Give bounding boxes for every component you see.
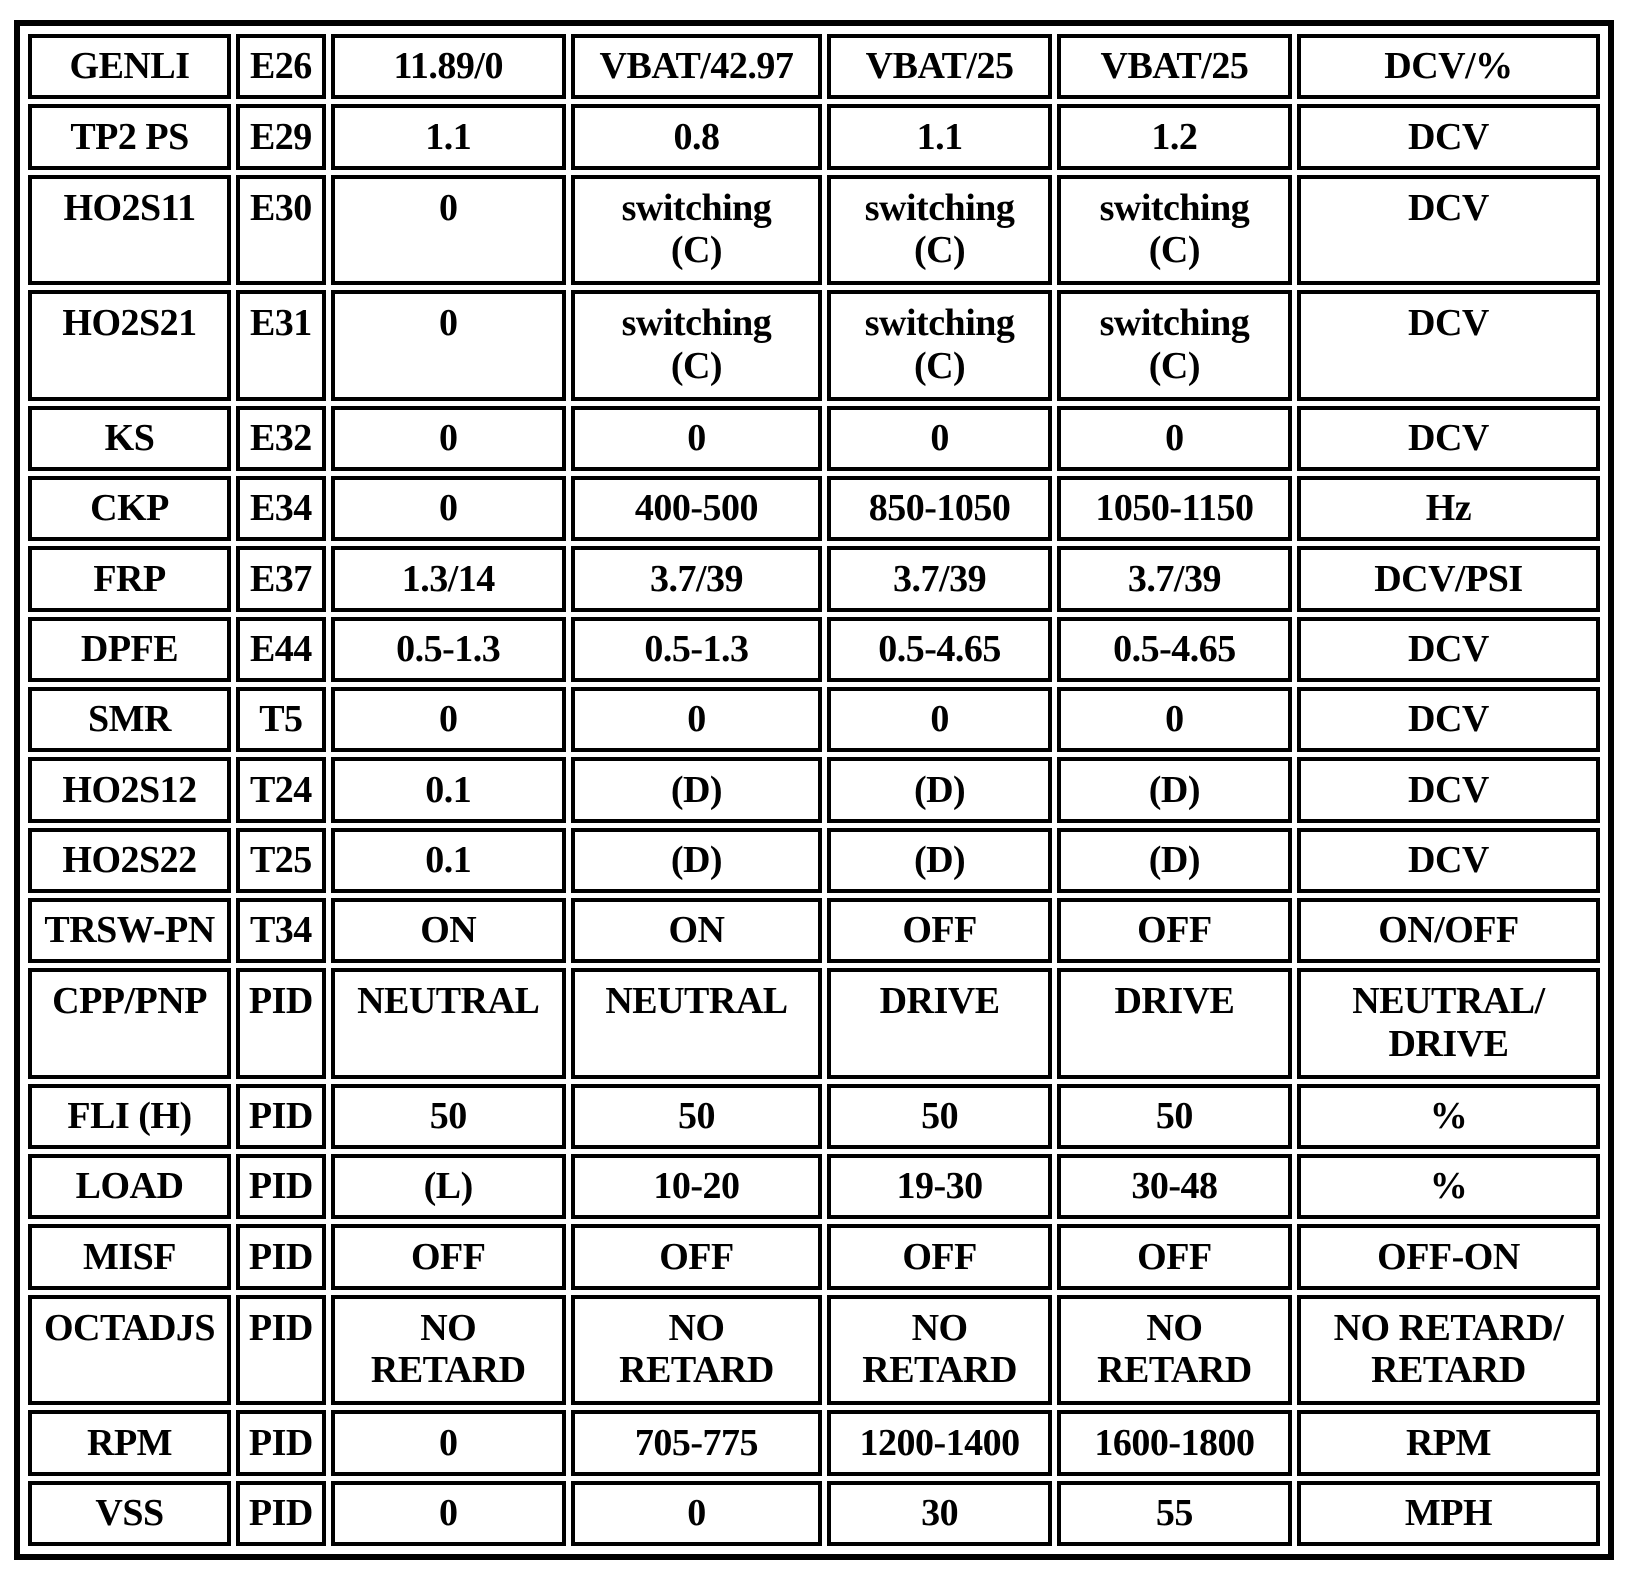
pin-cell: E26 <box>236 34 326 99</box>
pin-cell: E31 <box>236 290 326 401</box>
pin-cell: T24 <box>236 757 326 822</box>
table-row <box>28 757 1600 822</box>
units-cell: DCV <box>1297 104 1600 169</box>
diagnostic-values-table <box>23 29 1605 1551</box>
pin-cell: E34 <box>236 476 326 541</box>
signal-name-cell: VSS <box>28 1481 231 1546</box>
speed-30-cell: 1200-1400 <box>827 1410 1052 1475</box>
idle-cell: 400-500 <box>571 476 823 541</box>
signal-name-cell: FLI (H) <box>28 1084 231 1149</box>
signal-name-cell: HO2S21 <box>28 290 231 401</box>
signal-name-cell: LOAD <box>28 1154 231 1219</box>
signal-name-cell: DPFE <box>28 617 231 682</box>
idle-cell: (D) <box>571 828 823 893</box>
speed-55-cell: 0 <box>1057 406 1292 471</box>
units-cell: DCV/PSI <box>1297 546 1600 611</box>
speed-55-cell: 1050-1150 <box>1057 476 1292 541</box>
units-cell: DCV <box>1297 687 1600 752</box>
idle-cell: NEUTRAL <box>571 968 823 1079</box>
idle-cell: 0 <box>571 406 823 471</box>
speed-30-cell: switching (C) <box>827 290 1052 401</box>
idle-cell: 10-20 <box>571 1154 823 1219</box>
units-cell: MPH <box>1297 1481 1600 1546</box>
units-cell: DCV <box>1297 617 1600 682</box>
speed-30-cell: 0 <box>827 406 1052 471</box>
units-cell: % <box>1297 1084 1600 1149</box>
diagnostic-table-frame <box>14 20 1614 1560</box>
signal-name-cell: TRSW-PN <box>28 898 231 963</box>
key-on-engine-off-cell: 0.1 <box>331 757 566 822</box>
key-on-engine-off-cell: 50 <box>331 1084 566 1149</box>
speed-30-cell: 30 <box>827 1481 1052 1546</box>
speed-30-cell: 0 <box>827 687 1052 752</box>
speed-30-cell: 850-1050 <box>827 476 1052 541</box>
table-row <box>28 476 1600 541</box>
idle-cell: ON <box>571 898 823 963</box>
speed-55-cell: switching (C) <box>1057 175 1292 286</box>
signal-name-cell: CKP <box>28 476 231 541</box>
idle-cell: switching (C) <box>571 175 823 286</box>
speed-55-cell: switching (C) <box>1057 290 1292 401</box>
speed-55-cell: (D) <box>1057 757 1292 822</box>
idle-cell: 3.7/39 <box>571 546 823 611</box>
speed-55-cell: DRIVE <box>1057 968 1292 1079</box>
idle-cell: 705-775 <box>571 1410 823 1475</box>
idle-cell: OFF <box>571 1224 823 1289</box>
speed-55-cell: 1600-1800 <box>1057 1410 1292 1475</box>
key-on-engine-off-cell: NEUTRAL <box>331 968 566 1079</box>
speed-55-cell: 0.5-4.65 <box>1057 617 1292 682</box>
signal-name-cell: MISF <box>28 1224 231 1289</box>
speed-55-cell: 30-48 <box>1057 1154 1292 1219</box>
speed-30-cell: NO RETARD <box>827 1295 1052 1406</box>
signal-name-cell: CPP/PNP <box>28 968 231 1079</box>
idle-cell: 0 <box>571 1481 823 1546</box>
signal-name-cell: KS <box>28 406 231 471</box>
speed-55-cell: NO RETARD <box>1057 1295 1292 1406</box>
key-on-engine-off-cell: 0 <box>331 476 566 541</box>
table-row <box>28 175 1600 286</box>
speed-30-cell: (D) <box>827 828 1052 893</box>
signal-name-cell: HO2S22 <box>28 828 231 893</box>
speed-55-cell: OFF <box>1057 1224 1292 1289</box>
table-row <box>28 968 1600 1079</box>
table-row <box>28 1224 1600 1289</box>
speed-55-cell: (D) <box>1057 828 1292 893</box>
units-cell: OFF-ON <box>1297 1224 1600 1289</box>
key-on-engine-off-cell: 0 <box>331 175 566 286</box>
key-on-engine-off-cell: 0 <box>331 687 566 752</box>
table-row <box>28 1481 1600 1546</box>
idle-cell: 0 <box>571 687 823 752</box>
speed-30-cell: OFF <box>827 898 1052 963</box>
pin-cell: PID <box>236 968 326 1079</box>
idle-cell: NO RETARD <box>571 1295 823 1406</box>
pin-cell: PID <box>236 1224 326 1289</box>
key-on-engine-off-cell: 0.5-1.3 <box>331 617 566 682</box>
signal-name-cell: SMR <box>28 687 231 752</box>
speed-30-cell: switching (C) <box>827 175 1052 286</box>
table-row <box>28 1410 1600 1475</box>
key-on-engine-off-cell: 0.1 <box>331 828 566 893</box>
pin-cell: E37 <box>236 546 326 611</box>
speed-30-cell: VBAT/25 <box>827 34 1052 99</box>
key-on-engine-off-cell: 0 <box>331 290 566 401</box>
pin-cell: PID <box>236 1481 326 1546</box>
units-cell: % <box>1297 1154 1600 1219</box>
signal-name-cell: HO2S12 <box>28 757 231 822</box>
speed-30-cell: 3.7/39 <box>827 546 1052 611</box>
key-on-engine-off-cell: ON <box>331 898 566 963</box>
speed-30-cell: (D) <box>827 757 1052 822</box>
speed-30-cell: DRIVE <box>827 968 1052 1079</box>
pin-cell: PID <box>236 1410 326 1475</box>
key-on-engine-off-cell: 0 <box>331 1410 566 1475</box>
table-body <box>28 34 1600 1546</box>
speed-30-cell: 50 <box>827 1084 1052 1149</box>
speed-55-cell: 0 <box>1057 687 1292 752</box>
key-on-engine-off-cell: 1.3/14 <box>331 546 566 611</box>
idle-cell: VBAT/42.97 <box>571 34 823 99</box>
table-row <box>28 290 1600 401</box>
signal-name-cell: FRP <box>28 546 231 611</box>
key-on-engine-off-cell: 1.1 <box>331 104 566 169</box>
key-on-engine-off-cell: 11.89/0 <box>331 34 566 99</box>
idle-cell: switching (C) <box>571 290 823 401</box>
speed-55-cell: VBAT/25 <box>1057 34 1292 99</box>
table-row <box>28 406 1600 471</box>
table-row <box>28 687 1600 752</box>
units-cell: DCV <box>1297 175 1600 286</box>
key-on-engine-off-cell: NO RETARD <box>331 1295 566 1406</box>
idle-cell: (D) <box>571 757 823 822</box>
units-cell: NO RETARD/ RETARD <box>1297 1295 1600 1406</box>
signal-name-cell: TP2 PS <box>28 104 231 169</box>
units-cell: RPM <box>1297 1410 1600 1475</box>
pin-cell: PID <box>236 1295 326 1406</box>
units-cell: Hz <box>1297 476 1600 541</box>
speed-55-cell: 55 <box>1057 1481 1292 1546</box>
speed-55-cell: OFF <box>1057 898 1292 963</box>
idle-cell: 0.5-1.3 <box>571 617 823 682</box>
units-cell: DCV <box>1297 757 1600 822</box>
table-row <box>28 1154 1600 1219</box>
units-cell: NEUTRAL/ DRIVE <box>1297 968 1600 1079</box>
pin-cell: E29 <box>236 104 326 169</box>
table-row <box>28 828 1600 893</box>
speed-30-cell: 0.5-4.65 <box>827 617 1052 682</box>
key-on-engine-off-cell: 0 <box>331 1481 566 1546</box>
speed-30-cell: 1.1 <box>827 104 1052 169</box>
key-on-engine-off-cell: OFF <box>331 1224 566 1289</box>
table-row <box>28 617 1600 682</box>
table-row <box>28 898 1600 963</box>
speed-30-cell: 19-30 <box>827 1154 1052 1219</box>
speed-30-cell: OFF <box>827 1224 1052 1289</box>
key-on-engine-off-cell: (L) <box>331 1154 566 1219</box>
pin-cell: T34 <box>236 898 326 963</box>
speed-55-cell: 50 <box>1057 1084 1292 1149</box>
key-on-engine-off-cell: 0 <box>331 406 566 471</box>
signal-name-cell: OCTADJS <box>28 1295 231 1406</box>
signal-name-cell: GENLI <box>28 34 231 99</box>
units-cell: DCV <box>1297 828 1600 893</box>
speed-55-cell: 3.7/39 <box>1057 546 1292 611</box>
pin-cell: T25 <box>236 828 326 893</box>
table-row <box>28 34 1600 99</box>
pin-cell: PID <box>236 1084 326 1149</box>
table-row <box>28 1295 1600 1406</box>
pin-cell: E32 <box>236 406 326 471</box>
pin-cell: E30 <box>236 175 326 286</box>
units-cell: DCV <box>1297 406 1600 471</box>
idle-cell: 0.8 <box>571 104 823 169</box>
pin-cell: T5 <box>236 687 326 752</box>
units-cell: ON/OFF <box>1297 898 1600 963</box>
table-row <box>28 104 1600 169</box>
units-cell: DCV <box>1297 290 1600 401</box>
table-row <box>28 1084 1600 1149</box>
table-row <box>28 546 1600 611</box>
pin-cell: PID <box>236 1154 326 1219</box>
idle-cell: 50 <box>571 1084 823 1149</box>
pin-cell: E44 <box>236 617 326 682</box>
signal-name-cell: HO2S11 <box>28 175 231 286</box>
speed-55-cell: 1.2 <box>1057 104 1292 169</box>
units-cell: DCV/% <box>1297 34 1600 99</box>
signal-name-cell: RPM <box>28 1410 231 1475</box>
